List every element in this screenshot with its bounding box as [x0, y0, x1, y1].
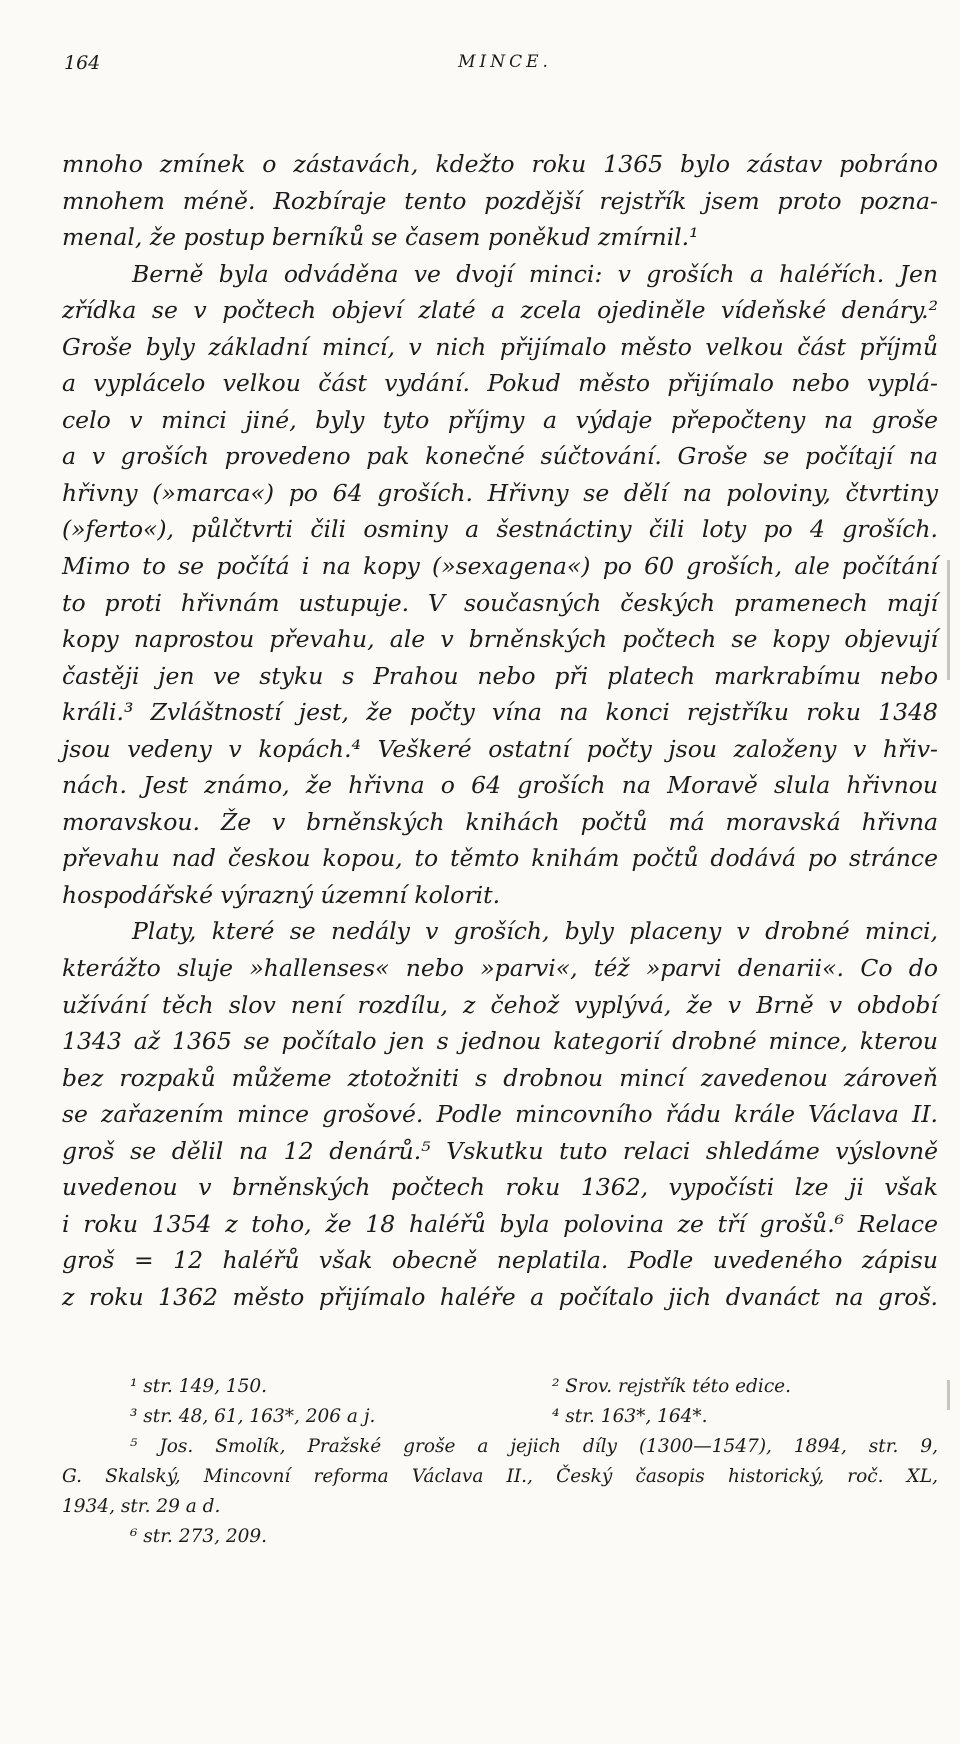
text-line: králi.³ Zvláštností jest, že počty vína na konci rejstříku roku 1348 [62, 698, 938, 727]
text-line: (»ferto«), půlčtvrti čili osminy a šestnáctiny čili loty po 4 groších. [62, 515, 938, 544]
text-line: bez rozpaků můžeme ztotožniti s drobnou mincí zavedenou zároveň [62, 1063, 938, 1092]
scan-edge-mark [947, 560, 950, 680]
footnote-4: ⁴ str. 163*, 164*. [552, 1406, 708, 1427]
text-line: častěji jen ve styku s Prahou nebo při platech markrabímu nebo [62, 661, 938, 690]
text-line: mnohem méně. Rozbíraje tento pozdější rejstřík jsem proto pozna- [62, 186, 938, 215]
footnote-5-continued: 1934, str. 29 a d. [62, 1496, 221, 1517]
text-line: hospodářské výrazný územní kolorit. [62, 880, 501, 909]
page-header [60, 52, 950, 82]
text-line: 1343 až 1365 se počítalo jen s jednou kategorií drobné mince, kterou [62, 1027, 938, 1056]
text-line: kterážto sluje »hallenses« nebo »parvi«, též »parvi denarii«. Co do [62, 954, 938, 983]
footnote-2: ² Srov. rejstřík této edice. [552, 1376, 792, 1397]
text-line: Groše byly základní mincí, v nich přijímalo město velkou část příjmů [62, 332, 938, 361]
text-line: a vyplácelo velkou část vydání. Pokud město přijímalo nebo vyplá- [62, 369, 938, 398]
text-line: Berně byla odváděna ve dvojí minci: v groších a haléřích. Jen [132, 259, 938, 288]
text-line: groš se dělil na 12 denárů.⁵ Vskutku tuto relaci shledáme výslovně [62, 1136, 938, 1165]
running-title: MINCE. [458, 52, 552, 72]
text-line: uvedenou v brněnských počtech roku 1362, vypočísti lze ji však [62, 1173, 938, 1202]
text-line: Mimo to se počítá i na kopy (»sexagena«) po 60 groších, ale počítání [62, 552, 938, 581]
text-line: mnoho zmínek o zástavách, kdežto roku 1365 bylo zástav pobráno [62, 150, 938, 178]
text-line: groš = 12 haléřů však obecně neplatila. Podle uvedeného zápisu [62, 1246, 938, 1275]
text-line: užívání těch slov není rozdílu, z čehož vyplývá, že v Brně v období [62, 990, 938, 1019]
text-line: to proti hřivnám ustupuje. V současných českých pramenech mají [62, 588, 938, 617]
text-line: se zařazením mince grošové. Podle mincovního řádu krále Václava II. [62, 1100, 938, 1129]
footnote-6: ⁶ str. 273, 209. [130, 1526, 268, 1547]
text-line: celo v minci jiné, byly tyto příjmy a výdaje přepočteny na groše [62, 405, 938, 434]
main-text [62, 146, 938, 1316]
text-line: moravskou. Že v brněnských knihách počtů má moravská hřivna [62, 807, 938, 836]
footnote-5: ⁵ Jos. Smolík, Pražské groše a jejich díly (1300—1547), 1894, str. 9, [130, 1436, 938, 1457]
footnote-row [62, 1402, 938, 1432]
scan-edge-mark [947, 1380, 950, 1410]
text-line: z roku 1362 město přijímalo haléře a počítalo jich dvanáct na groš. [62, 1282, 938, 1311]
text-line: převahu nad českou kopou, to těmto knihám počtů dodává po stránce [62, 844, 938, 873]
text-line: Platy, které se nedály v groších, byly placeny v drobné minci, [132, 917, 938, 946]
text-line: nách. Jest známo, že hřivna o 64 groších na Moravě slula hřivnou [62, 771, 938, 800]
footnotes [62, 1372, 938, 1552]
text-line: jsou vedeny v kopách.⁴ Veškeré ostatní počty jsou založeny v hřiv- [62, 734, 938, 763]
footnote-5-continued: G. Skalský, Mincovní reforma Václava II., Český časopis historický, roč. XL, [62, 1466, 938, 1487]
footnote-1: ¹ str. 149, 150. [130, 1376, 268, 1397]
text-line: a v groších provedeno pak konečné súčtování. Groše se počítají na [62, 442, 938, 471]
text-line: kopy naprostou převahu, ale v brněnských počtech se kopy objevují [62, 625, 938, 654]
page-number: 164 [64, 52, 101, 74]
footnote-row [62, 1372, 938, 1402]
text-line: i roku 1354 z toho, že 18 haléřů byla polovina ze tří grošů.⁶ Relace [62, 1209, 938, 1238]
text-line: menal, že postup berníků se časem poněkud zmírnil.¹ [62, 223, 699, 252]
footnote-3: ³ str. 48, 61, 163*, 206 a j. [130, 1406, 376, 1427]
text-line: zřídka se v počtech objeví zlaté a zcela ojediněle vídeňské denáry.² [62, 296, 938, 325]
text-line: hřivny (»marca«) po 64 groších. Hřivny se dělí na poloviny, čtvrtiny [62, 478, 938, 507]
